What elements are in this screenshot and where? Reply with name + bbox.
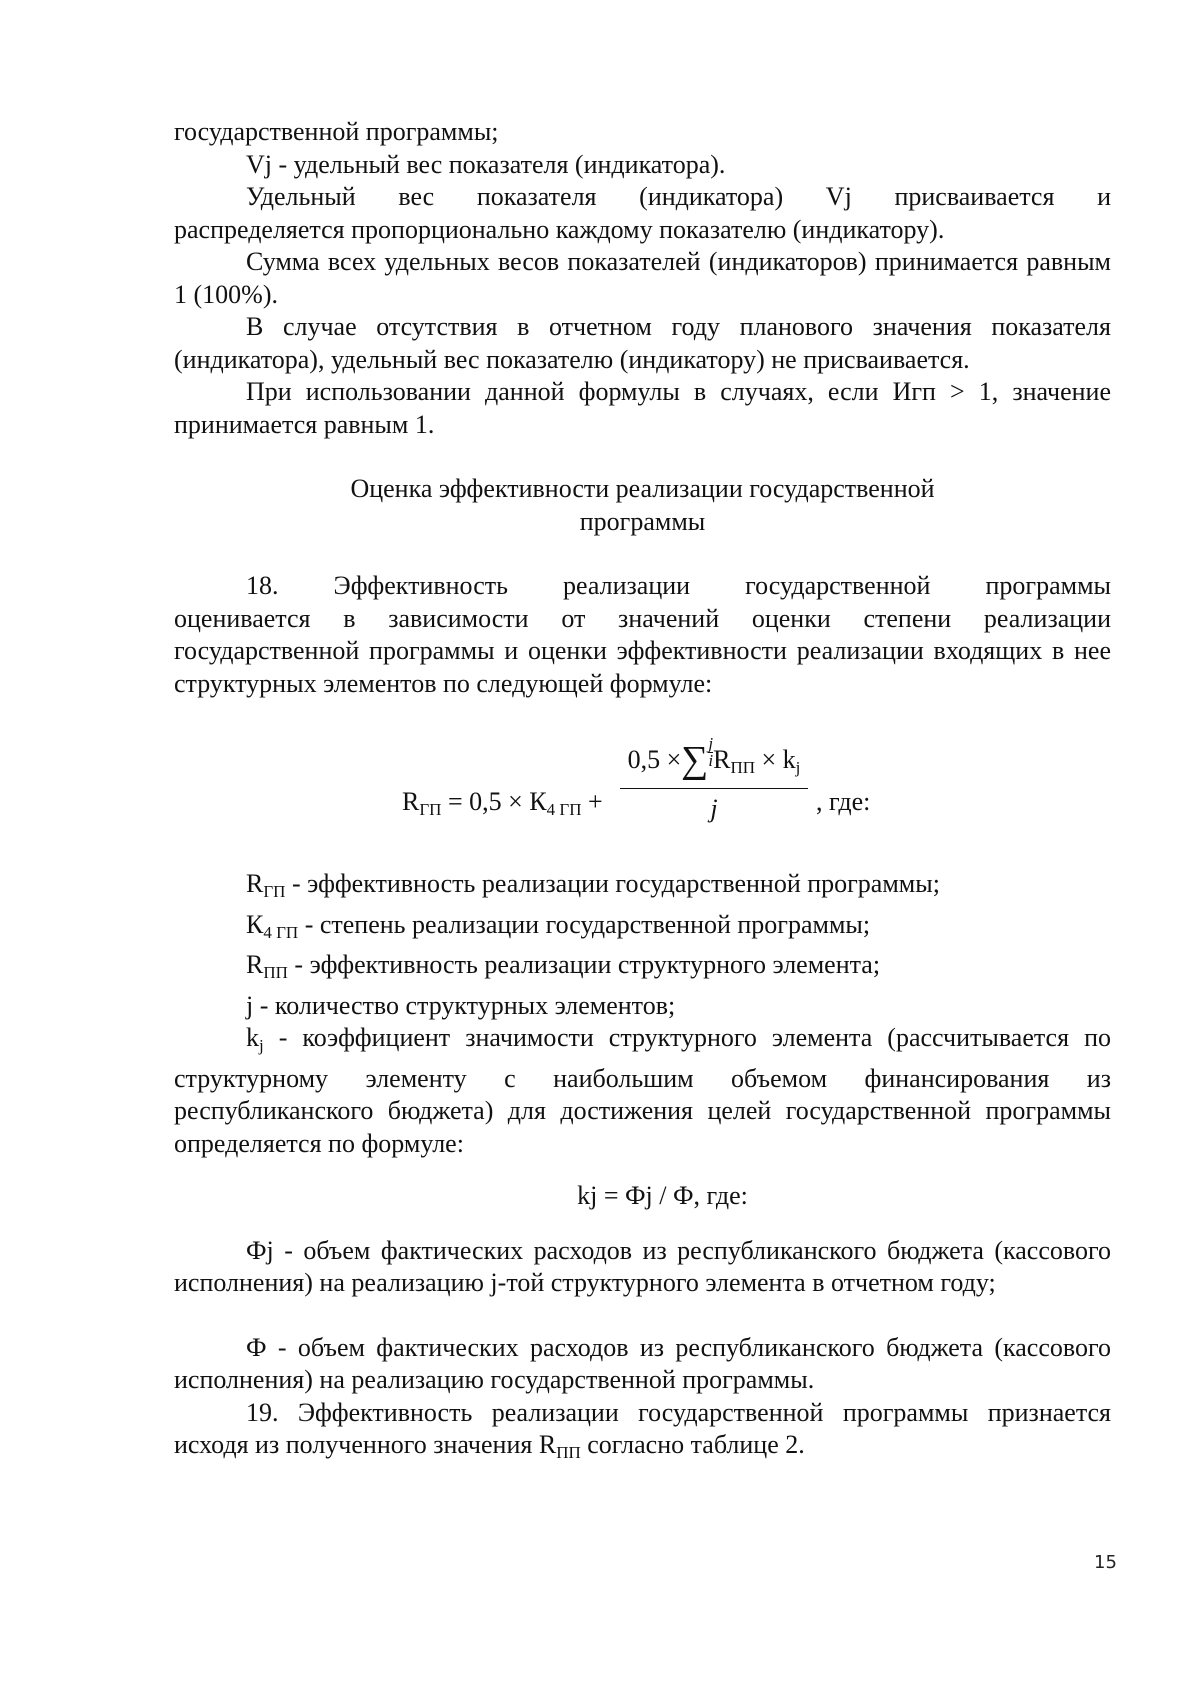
formula-subscript: ГП — [419, 800, 442, 819]
paragraph-text: государственной программы; — [174, 117, 499, 146]
paragraph-text: Удельный вес показателя (индикатора) Vj присваивается и — [246, 182, 1111, 211]
sum-upper: j — [708, 734, 714, 753]
formula-text: + — [581, 787, 603, 816]
def-symbol: К — [246, 909, 264, 939]
def-text: - степень реализации государственной программы; — [298, 909, 871, 939]
paragraph-19 — [174, 1397, 1111, 1470]
efficiency-formula — [174, 718, 1111, 868]
formula-text: × k — [755, 745, 796, 774]
def-symbol: R — [246, 950, 264, 979]
kj-formula: kj = Фj / Ф, где: — [577, 1181, 748, 1210]
para-subscript: ПП — [556, 1443, 581, 1462]
definition-kj — [174, 1022, 1111, 1160]
formula-symbol: R — [713, 745, 731, 774]
paragraph-text: распределяется пропорционально каждому показателю (индикатору). — [174, 214, 945, 244]
paragraph-text: Сумма всех удельных весов показателей (индикаторов) принимается равным 1 (100%). — [174, 247, 1111, 309]
formula-symbol: R — [402, 787, 420, 816]
section-heading — [174, 473, 1111, 538]
formula-subscript: ПП — [730, 758, 755, 777]
definition-k4gp — [174, 909, 1111, 950]
fraction-denominator: j — [710, 794, 718, 823]
fraction-numerator — [614, 732, 814, 788]
paragraph-text: При использовании данной формулы в случаях, если Игп > 1, значение принимается равным 1. — [174, 377, 1111, 439]
def-symbol: R — [246, 869, 264, 898]
page-content — [174, 116, 1111, 1470]
def-subscript: ГП — [263, 882, 286, 901]
def-text: - коэффициент значимости структурного элемента (рассчитывается по структурному элементу с наибольшим объемом финансирования из республиканского бюджета) для достижения целей государственной программы определяется по формуле: — [174, 1023, 1111, 1158]
definition-fj: Фj - объем фактических расходов из республиканского бюджета (кассового исполнения) на реализацию j-той структурного элемента в отчетном году; — [174, 1235, 1111, 1297]
formula-lhs — [402, 786, 603, 827]
def-subscript: j — [259, 1036, 264, 1055]
def-text: - эффективность реализации государственной программы; — [285, 869, 940, 898]
paragraph-text: Vj - удельный вес показателя (индикатора). — [246, 149, 726, 179]
definition-f: Ф - объем фактических расходов из республиканского бюджета (кассового исполнения) на реализацию государственной программы. — [174, 1332, 1111, 1394]
formula-text: = 0,5 × К — [441, 787, 547, 816]
paragraph-text: В случае отсутствия в отчетном году планового значения показателя (индикатора), удельный вес показателю (индикатору) не присваивается. — [174, 312, 1111, 374]
definition-rgp — [174, 868, 1111, 909]
definition-rpp — [174, 949, 1111, 990]
def-subscript: ПП — [263, 963, 288, 982]
def-text: - эффективность реализации структурного элемента; — [287, 950, 881, 979]
paragraph-18-rest: оценивается в зависимости от значений оценки степени реализации государственной программы и оценки эффективности реализации входящих в нее структурных элементов по следующей формуле: — [174, 603, 1111, 698]
para-text: согласно таблице 2. — [580, 1430, 805, 1459]
definition-j: j - количество структурных элементов; — [246, 990, 676, 1020]
formula-text: 0,5 × — [627, 745, 682, 774]
formula-tail: , где: — [816, 787, 871, 816]
sigma-symbol: ∑ — [681, 739, 709, 781]
paragraph-18-first-line: 18. Эффективность реализации государственной программы — [246, 571, 1111, 600]
page-number: 15 — [1094, 1552, 1117, 1573]
heading-line: программы — [579, 506, 706, 536]
para-text: 19. Эффективность реализации государственной программы признается исходя из полученного значения R — [174, 1397, 1111, 1459]
formula-fraction — [614, 732, 814, 829]
formula-subscript: 4 ГП — [546, 800, 582, 819]
def-symbol: k — [246, 1023, 259, 1052]
def-subscript: 4 ГП — [263, 922, 299, 942]
heading-line: Оценка эффективности реализации государственной — [350, 474, 935, 503]
sum-lower: i — [708, 751, 714, 770]
formula-subscript: j — [795, 758, 801, 777]
